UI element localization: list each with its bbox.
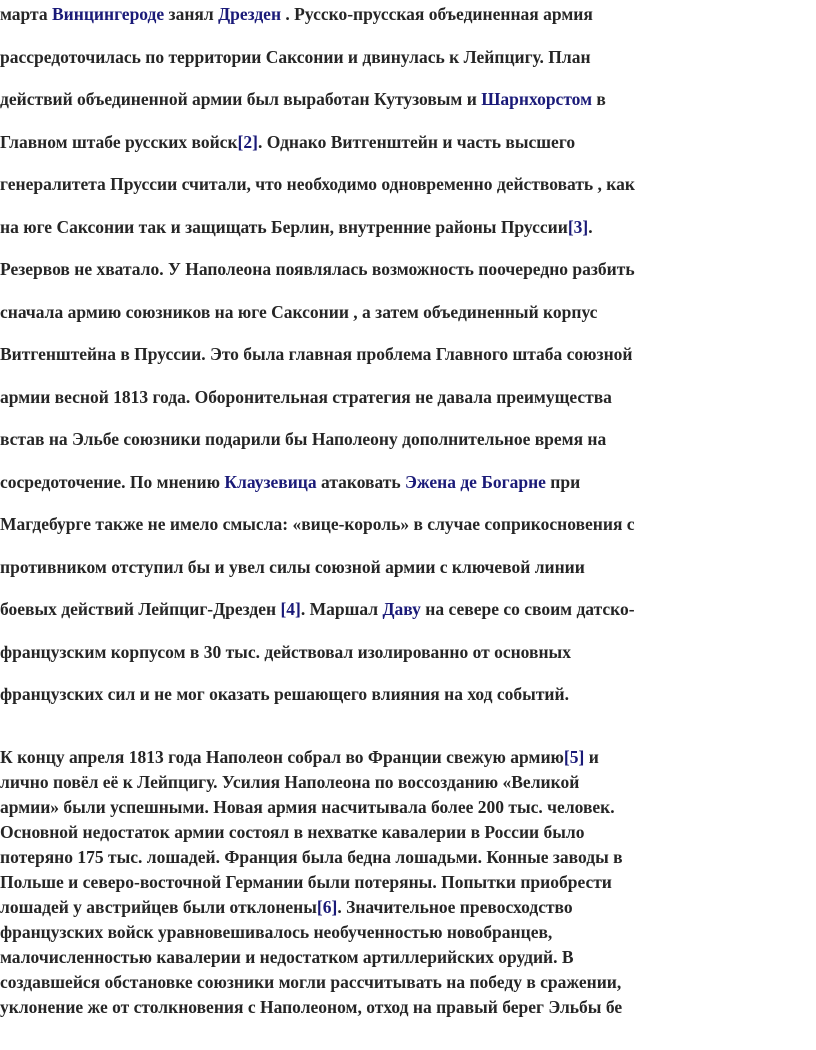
text-line [0, 87, 606, 111]
text-run: занял [164, 4, 219, 24]
text-run: сначала армию союзников на юге Саксонии , а затем объединенный корпус [0, 301, 598, 322]
text-line [0, 555, 585, 579]
text-run: малочисленностью кавалерии и недостатком артиллерийских орудий. В [0, 947, 574, 967]
text-run: Основной недостаток армии состоял в нехватке кавалерии в России было [0, 822, 585, 842]
text-run: . Однако Витгенштейн и часть высшего [257, 131, 576, 152]
hyperlink[interactable]: [4] [280, 599, 301, 619]
text-run: на юге Саксонии так и защищать Берлин, внутренние районы Пруссии [0, 216, 568, 237]
hyperlink[interactable]: Даву [382, 599, 421, 619]
text-line [0, 871, 612, 893]
text-run: лично повёл её к Лейпцигу. Усилия Наполеона по воссозданию «Великой [0, 772, 580, 792]
text-run: французских сил и не мог оказать решающего влияния на ход событий. [0, 684, 569, 704]
text-run: противником отступил бы и увел силы союзной армии с ключевой линии [0, 556, 585, 577]
text-run: в [592, 89, 606, 109]
text-line [0, 746, 599, 768]
text-line [0, 846, 623, 868]
text-run: встав на Эльбе союзники подарили бы Наполеону дополнительное время на [0, 429, 607, 449]
text-line [0, 2, 593, 26]
hyperlink[interactable]: Шарнхорстом [481, 89, 593, 109]
text-run: рассредоточилась по территории Саксонии и двинулась к Лейпцигу. План [0, 46, 591, 67]
text-line [0, 896, 573, 918]
text-line [0, 300, 597, 324]
text-run: Витгенштейна в Пруссии. Это была главная проблема Главного штаба союзной [0, 344, 633, 364]
text-run: потеряно 175 тыс. лошадей. Франция была бедна лошадьми. Конные заводы в [0, 847, 623, 867]
text-run: и [584, 747, 599, 767]
text-run: марта [0, 4, 52, 24]
text-line [0, 470, 580, 494]
hyperlink[interactable]: Дрезден [218, 4, 282, 24]
text-line [0, 971, 621, 993]
text-run: лошадей у австрийцев были отклонены [0, 897, 317, 917]
hyperlink[interactable]: Клаузевица [224, 471, 317, 492]
text-line [0, 385, 612, 409]
text-run: французских войск уравновешивалось необученностью новобранцев, [0, 922, 553, 942]
hyperlink[interactable]: [3] [567, 216, 589, 237]
text-run: генералитета Пруссии считали, что необходимо одновременно действовать , как [0, 174, 635, 194]
text-run: сосредоточение. По мнению [0, 471, 225, 492]
text-line [0, 921, 552, 943]
text-run: Польше и северо-восточной Германии были потеряны. Попытки приобрести [0, 872, 612, 892]
hyperlink[interactable]: Винцингероде [52, 4, 165, 24]
text-run: армии весной 1813 года. Оборонительная стратегия не давала преимущества [0, 386, 612, 407]
text-line [0, 130, 575, 154]
text-run: . Маршал [300, 599, 383, 619]
text-line [0, 996, 622, 1018]
hyperlink[interactable]: [5] [563, 747, 585, 767]
text-run: французским корпусом в 30 тыс. действовал изолированно от основных [0, 641, 571, 662]
text-run: атаковать [316, 471, 406, 492]
hyperlink[interactable]: Эжена де Богарне [405, 471, 546, 492]
text-run: К концу апреля 1813 года Наполеон собрал во Франции свежую армию [0, 747, 564, 767]
text-run: на севере со своим датско- [420, 599, 635, 619]
text-line [0, 946, 574, 968]
text-run: при [545, 471, 581, 492]
text-line [0, 215, 593, 239]
text-run: . [588, 216, 593, 237]
text-line [0, 597, 635, 621]
text-line [0, 257, 635, 281]
hyperlink[interactable]: [2] [237, 131, 258, 152]
text-line [0, 771, 579, 793]
text-run: армии» были успешными. Новая армия насчитывала более 200 тыс. человек. [0, 797, 615, 817]
text-run: Резервов не хватало. У Наполеона появлялась возможность поочередно разбить [0, 259, 635, 279]
text-run: Магдебурге также не имело смысла: «вице-король» в случае соприкосновения с [0, 514, 635, 534]
text-line [0, 172, 635, 196]
text-run: действий объединенной армии был выработан Кутузовым и [0, 89, 482, 109]
text-line [0, 512, 635, 536]
text-run: боевых действий Лейпциг-Дрезден [0, 599, 281, 619]
hyperlink[interactable]: [6] [316, 897, 338, 917]
text-line [0, 640, 571, 664]
text-line [0, 682, 569, 706]
text-line [0, 45, 591, 69]
text-line [0, 427, 606, 451]
text-run: уклонение же от столкновения с Наполеоном, отход на правый берег Эльбы бе [0, 997, 623, 1017]
text-line [0, 342, 633, 366]
text-line [0, 796, 615, 818]
text-run: создавшейся обстановке союзники могли рассчитывать на победу в сражении, [0, 972, 622, 992]
text-run: Главном штабе русских войск [0, 131, 238, 152]
text-line [0, 821, 584, 843]
text-run: . Значительное превосходство [337, 897, 573, 917]
text-run: . Русско-прусская объединенная армия [281, 4, 593, 24]
